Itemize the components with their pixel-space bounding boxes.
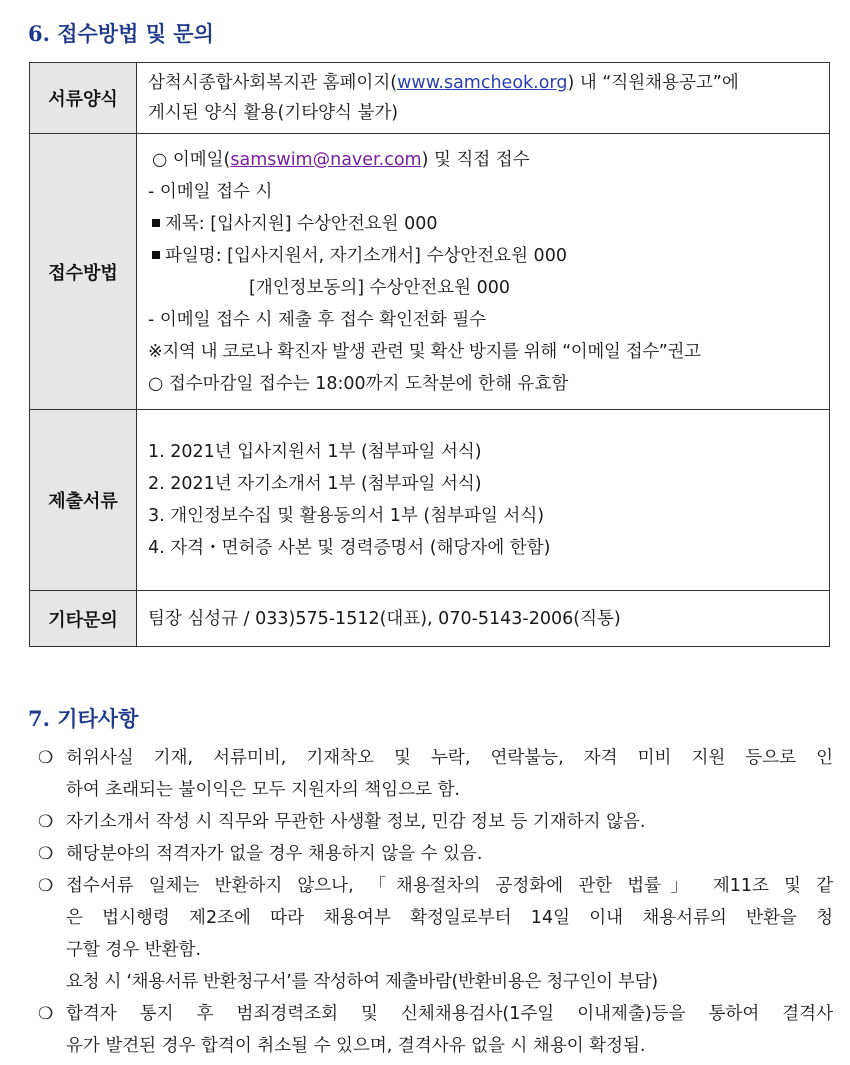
document-item: 1. 2021년 입사지원서 1부 (첨부파일 서식) [148, 442, 482, 462]
document-item: 3. 개인정보수집 및 활용동의서 1부 (첨부파일 서식) [148, 506, 545, 526]
form-line-1 [148, 68, 818, 98]
square-bullet-icon [152, 219, 160, 227]
form-line-2: 게시된 양식 활용(기타양식 불가) [148, 103, 399, 123]
note-line: 요청 시 ‘채용서류 반환청구서’를 작성하여 제출바람(반환비용은 청구인이 부담) [66, 972, 658, 992]
note-item [38, 838, 833, 870]
note-line: 허위사실 기재, 서류미비, 기재착오 및 누락, 연락불능, 자격 미비 지원 등으로 인 [66, 748, 833, 768]
note-item [38, 870, 833, 998]
square-bullet-icon [152, 251, 160, 259]
document-item: 4. 자격・면허증 사본 및 경력증명서 (해당자에 한함) [148, 538, 551, 558]
section-7-title: 7. 기타사항 [28, 706, 139, 731]
note-text [66, 870, 833, 998]
cell-contact [137, 591, 830, 647]
contact-text: 팀장 심성규 / 033)575-1512(대표), 070-5143-2006(직통) [148, 608, 621, 629]
method-line-1 [148, 144, 818, 176]
header-form: 서류양식 [30, 63, 137, 134]
circle-bullet-icon: ❍ [38, 844, 54, 864]
circle-bullet-icon: ❍ [38, 748, 54, 768]
note-line: 합격자 통지 후 범죄경력조회 및 신체채용검사(1주일 이내제출)등을 통하여 결격사 [66, 1004, 833, 1024]
note-line: 해당분야의 적격자가 없을 경우 채용하지 않을 수 있음. [66, 844, 483, 864]
method-line-3 [148, 208, 818, 240]
note-item [38, 998, 833, 1062]
notes-list [38, 742, 833, 1062]
header-documents: 제출서류 [30, 410, 137, 591]
method-line-2: - 이메일 접수 시 [148, 181, 273, 202]
method-line-5: [개인정보동의] 수상안전요원 000 [249, 277, 511, 298]
row-contact [30, 591, 830, 647]
circle-bullet-icon: ❍ [38, 812, 54, 832]
note-text [66, 998, 833, 1062]
circle-bullet-icon: ❍ [38, 1004, 54, 1024]
method-text-post: ) 및 직접 접수 [421, 149, 530, 170]
cell-form [137, 63, 830, 134]
header-contact: 기타문의 [30, 591, 137, 647]
note-text [66, 806, 833, 838]
section-6-title: 6. 접수방법 및 문의 [28, 21, 214, 46]
cell-method [137, 134, 830, 410]
note-line: 접수서류 일체는 반환하지 않으나, 「채용절차의 공정화에 관한 법률」 제11조 및 같 [66, 876, 833, 896]
row-method [30, 134, 830, 410]
method-line-8: ○ 접수마감일 접수는 18:00까지 도착분에 한해 유효함 [148, 373, 569, 394]
method-line-4 [148, 240, 818, 272]
form-text-post: ) 내 “직원채용공고”에 [567, 73, 739, 93]
method-line-7: ※지역 내 코로나 확진자 발생 관련 및 확산 방지를 위해 “이메일 접수”권고 [148, 341, 701, 362]
application-info-table [29, 62, 830, 647]
circle-bullet-icon: ❍ [38, 876, 54, 896]
note-line: 은 법시행령 제2조에 따라 채용여부 확정일로부터 14일 이내 채용서류의 반환을 청 [66, 908, 833, 928]
note-text [66, 742, 833, 806]
email-link[interactable]: samswim@naver.com [230, 149, 422, 170]
note-item [38, 742, 833, 806]
note-item [38, 806, 833, 838]
method-line-6: - 이메일 접수 시 제출 후 접수 확인전화 필수 [148, 309, 487, 330]
method-text-pre: ○ 이메일( [152, 149, 231, 170]
note-line: 구할 경우 반환함. [66, 940, 202, 960]
note-line: 하여 초래되는 불이익은 모두 지원자의 책임으로 함. [66, 780, 460, 800]
form-text-pre: 삼척시종합사회복지관 홈페이지( [148, 73, 398, 93]
note-line: 자기소개서 작성 시 직무와 무관한 사생활 정보, 민감 정보 등 기재하지 않음. [66, 812, 646, 832]
note-text [66, 838, 833, 870]
header-method: 접수방법 [30, 134, 137, 410]
row-documents [30, 410, 830, 591]
row-form [30, 63, 830, 134]
method-filename-text: 파일명: [입사지원서, 자기소개서] 수상안전요원 000 [165, 245, 567, 266]
document-item: 2. 2021년 자기소개서 1부 (첨부파일 서식) [148, 474, 482, 494]
note-line: 유가 발견된 경우 합격이 취소될 수 있으며, 결격사유 없을 시 채용이 확정됨. [66, 1036, 646, 1056]
cell-documents [137, 410, 830, 591]
method-subject-text: 제목: [입사지원] 수상안전요원 000 [165, 213, 438, 234]
homepage-link[interactable]: www.samcheok.org [397, 73, 568, 93]
